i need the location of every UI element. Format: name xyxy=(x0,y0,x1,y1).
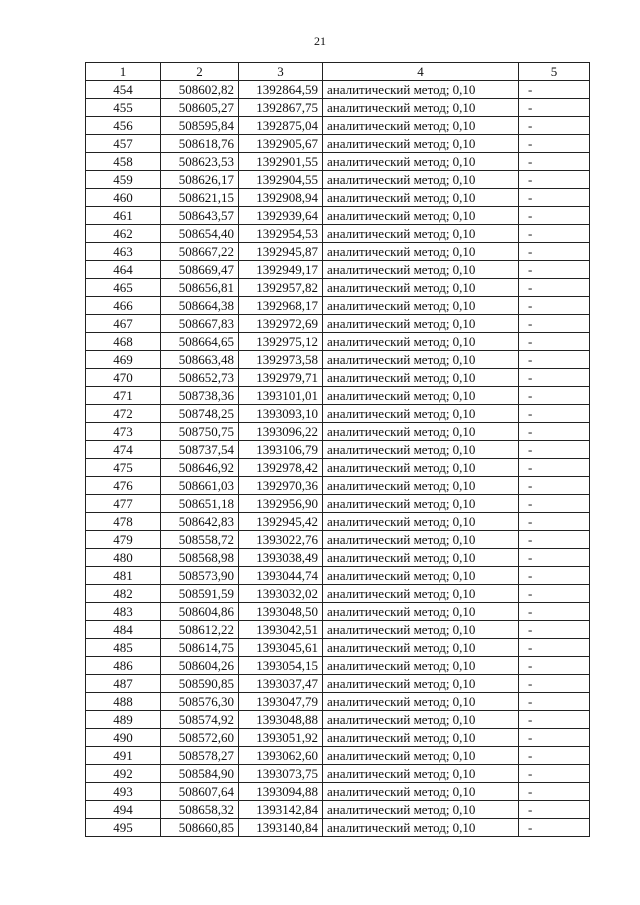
point-number-cell: 456 xyxy=(86,117,161,135)
notes-cell: - xyxy=(519,243,590,261)
x-coordinate-cell: 508654,40 xyxy=(161,225,239,243)
method-cell: аналитический метод; 0,10 xyxy=(323,819,519,837)
point-number-cell: 468 xyxy=(86,333,161,351)
y-coordinate-cell: 1393045,61 xyxy=(239,639,323,657)
point-number-cell: 485 xyxy=(86,639,161,657)
table-row xyxy=(86,369,590,387)
point-number-cell: 459 xyxy=(86,171,161,189)
x-coordinate-cell: 508748,25 xyxy=(161,405,239,423)
x-coordinate-cell: 508652,73 xyxy=(161,369,239,387)
point-number-cell: 475 xyxy=(86,459,161,477)
notes-cell: - xyxy=(519,819,590,837)
y-coordinate-cell: 1392904,55 xyxy=(239,171,323,189)
notes-cell: - xyxy=(519,261,590,279)
table-row xyxy=(86,621,590,639)
y-coordinate-cell: 1392973,58 xyxy=(239,351,323,369)
table-row xyxy=(86,441,590,459)
table-row xyxy=(86,513,590,531)
y-coordinate-cell: 1392954,53 xyxy=(239,225,323,243)
point-number-cell: 482 xyxy=(86,585,161,603)
notes-cell: - xyxy=(519,531,590,549)
table-body xyxy=(86,81,590,837)
notes-cell: - xyxy=(519,639,590,657)
table-row xyxy=(86,99,590,117)
table-row xyxy=(86,315,590,333)
method-cell: аналитический метод; 0,10 xyxy=(323,801,519,819)
point-number-cell: 465 xyxy=(86,279,161,297)
x-coordinate-cell: 508595,84 xyxy=(161,117,239,135)
method-cell: аналитический метод; 0,10 xyxy=(323,117,519,135)
x-coordinate-cell: 508618,76 xyxy=(161,135,239,153)
y-coordinate-cell: 1392867,75 xyxy=(239,99,323,117)
notes-cell: - xyxy=(519,99,590,117)
point-number-cell: 484 xyxy=(86,621,161,639)
point-number-cell: 461 xyxy=(86,207,161,225)
table-row xyxy=(86,117,590,135)
y-coordinate-cell: 1392939,64 xyxy=(239,207,323,225)
x-coordinate-cell: 508621,15 xyxy=(161,189,239,207)
notes-cell: - xyxy=(519,513,590,531)
y-coordinate-cell: 1393022,76 xyxy=(239,531,323,549)
method-cell: аналитический метод; 0,10 xyxy=(323,423,519,441)
method-cell: аналитический метод; 0,10 xyxy=(323,153,519,171)
y-coordinate-cell: 1393106,79 xyxy=(239,441,323,459)
method-cell: аналитический метод; 0,10 xyxy=(323,657,519,675)
method-cell: аналитический метод; 0,10 xyxy=(323,711,519,729)
method-cell: аналитический метод; 0,10 xyxy=(323,207,519,225)
y-coordinate-cell: 1393048,50 xyxy=(239,603,323,621)
method-cell: аналитический метод; 0,10 xyxy=(323,477,519,495)
table-row xyxy=(86,765,590,783)
table-row xyxy=(86,261,590,279)
x-coordinate-cell: 508651,18 xyxy=(161,495,239,513)
y-coordinate-cell: 1393048,88 xyxy=(239,711,323,729)
method-cell: аналитический метод; 0,10 xyxy=(323,747,519,765)
point-number-cell: 477 xyxy=(86,495,161,513)
x-coordinate-cell: 508626,17 xyxy=(161,171,239,189)
table-row xyxy=(86,603,590,621)
y-coordinate-cell: 1393096,22 xyxy=(239,423,323,441)
point-number-cell: 455 xyxy=(86,99,161,117)
table-row xyxy=(86,243,590,261)
method-cell: аналитический метод; 0,10 xyxy=(323,99,519,117)
y-coordinate-cell: 1393073,75 xyxy=(239,765,323,783)
x-coordinate-cell: 508669,47 xyxy=(161,261,239,279)
coordinates-table xyxy=(85,62,590,837)
method-cell: аналитический метод; 0,10 xyxy=(323,315,519,333)
point-number-cell: 479 xyxy=(86,531,161,549)
table-header xyxy=(86,63,590,81)
notes-cell: - xyxy=(519,369,590,387)
notes-cell: - xyxy=(519,171,590,189)
notes-cell: - xyxy=(519,207,590,225)
notes-cell: - xyxy=(519,351,590,369)
x-coordinate-cell: 508605,27 xyxy=(161,99,239,117)
point-number-cell: 488 xyxy=(86,693,161,711)
x-coordinate-cell: 508658,32 xyxy=(161,801,239,819)
x-coordinate-cell: 508656,81 xyxy=(161,279,239,297)
method-cell: аналитический метод; 0,10 xyxy=(323,369,519,387)
y-coordinate-cell: 1393142,84 xyxy=(239,801,323,819)
method-cell: аналитический метод; 0,10 xyxy=(323,765,519,783)
notes-cell: - xyxy=(519,135,590,153)
y-coordinate-cell: 1392979,71 xyxy=(239,369,323,387)
notes-cell: - xyxy=(519,225,590,243)
column-header-point-number: 1 xyxy=(86,63,161,81)
y-coordinate-cell: 1392972,69 xyxy=(239,315,323,333)
y-coordinate-cell: 1392978,42 xyxy=(239,459,323,477)
point-number-cell: 473 xyxy=(86,423,161,441)
notes-cell: - xyxy=(519,459,590,477)
y-coordinate-cell: 1393038,49 xyxy=(239,549,323,567)
y-coordinate-cell: 1393042,51 xyxy=(239,621,323,639)
point-number-cell: 480 xyxy=(86,549,161,567)
table-row xyxy=(86,351,590,369)
notes-cell: - xyxy=(519,603,590,621)
y-coordinate-cell: 1392945,42 xyxy=(239,513,323,531)
notes-cell: - xyxy=(519,567,590,585)
point-number-cell: 478 xyxy=(86,513,161,531)
table-row xyxy=(86,675,590,693)
method-cell: аналитический метод; 0,10 xyxy=(323,549,519,567)
method-cell: аналитический метод; 0,10 xyxy=(323,621,519,639)
y-coordinate-cell: 1393032,02 xyxy=(239,585,323,603)
y-coordinate-cell: 1392945,87 xyxy=(239,243,323,261)
y-coordinate-cell: 1392970,36 xyxy=(239,477,323,495)
x-coordinate-cell: 508602,82 xyxy=(161,81,239,99)
y-coordinate-cell: 1393047,79 xyxy=(239,693,323,711)
point-number-cell: 469 xyxy=(86,351,161,369)
table-row xyxy=(86,423,590,441)
method-cell: аналитический метод; 0,10 xyxy=(323,405,519,423)
notes-cell: - xyxy=(519,117,590,135)
notes-cell: - xyxy=(519,477,590,495)
point-number-cell: 481 xyxy=(86,567,161,585)
table-row xyxy=(86,729,590,747)
x-coordinate-cell: 508576,30 xyxy=(161,693,239,711)
x-coordinate-cell: 508604,26 xyxy=(161,657,239,675)
x-coordinate-cell: 508568,98 xyxy=(161,549,239,567)
point-number-cell: 476 xyxy=(86,477,161,495)
table-row xyxy=(86,189,590,207)
method-cell: аналитический метод; 0,10 xyxy=(323,459,519,477)
table-row xyxy=(86,387,590,405)
x-coordinate-cell: 508642,83 xyxy=(161,513,239,531)
x-coordinate-cell: 508604,86 xyxy=(161,603,239,621)
point-number-cell: 489 xyxy=(86,711,161,729)
point-number-cell: 457 xyxy=(86,135,161,153)
column-header-method: 4 xyxy=(323,63,519,81)
notes-cell: - xyxy=(519,387,590,405)
table-row xyxy=(86,639,590,657)
x-coordinate-cell: 508750,75 xyxy=(161,423,239,441)
notes-cell: - xyxy=(519,405,590,423)
notes-cell: - xyxy=(519,189,590,207)
point-number-cell: 486 xyxy=(86,657,161,675)
point-number-cell: 490 xyxy=(86,729,161,747)
notes-cell: - xyxy=(519,801,590,819)
notes-cell: - xyxy=(519,693,590,711)
x-coordinate-cell: 508584,90 xyxy=(161,765,239,783)
x-coordinate-cell: 508738,36 xyxy=(161,387,239,405)
method-cell: аналитический метод; 0,10 xyxy=(323,333,519,351)
method-cell: аналитический метод; 0,10 xyxy=(323,81,519,99)
notes-cell: - xyxy=(519,729,590,747)
point-number-cell: 466 xyxy=(86,297,161,315)
method-cell: аналитический метод; 0,10 xyxy=(323,495,519,513)
x-coordinate-cell: 508612,22 xyxy=(161,621,239,639)
method-cell: аналитический метод; 0,10 xyxy=(323,225,519,243)
notes-cell: - xyxy=(519,711,590,729)
method-cell: аналитический метод; 0,10 xyxy=(323,387,519,405)
point-number-cell: 467 xyxy=(86,315,161,333)
method-cell: аналитический метод; 0,10 xyxy=(323,675,519,693)
y-coordinate-cell: 1392957,82 xyxy=(239,279,323,297)
notes-cell: - xyxy=(519,423,590,441)
header-row xyxy=(86,63,590,81)
point-number-cell: 487 xyxy=(86,675,161,693)
method-cell: аналитический метод; 0,10 xyxy=(323,639,519,657)
point-number-cell: 494 xyxy=(86,801,161,819)
table-row xyxy=(86,81,590,99)
page-number: 21 xyxy=(314,34,326,48)
method-cell: аналитический метод; 0,10 xyxy=(323,171,519,189)
notes-cell: - xyxy=(519,675,590,693)
y-coordinate-cell: 1393062,60 xyxy=(239,747,323,765)
column-header-notes: 5 xyxy=(519,63,590,81)
point-number-cell: 464 xyxy=(86,261,161,279)
table-row xyxy=(86,171,590,189)
x-coordinate-cell: 508667,22 xyxy=(161,243,239,261)
y-coordinate-cell: 1392864,59 xyxy=(239,81,323,99)
point-number-cell: 471 xyxy=(86,387,161,405)
y-coordinate-cell: 1392901,55 xyxy=(239,153,323,171)
table-row xyxy=(86,225,590,243)
point-number-cell: 483 xyxy=(86,603,161,621)
table-row xyxy=(86,405,590,423)
notes-cell: - xyxy=(519,81,590,99)
table-row xyxy=(86,531,590,549)
y-coordinate-cell: 1393101,01 xyxy=(239,387,323,405)
method-cell: аналитический метод; 0,10 xyxy=(323,513,519,531)
table-row xyxy=(86,477,590,495)
table-row xyxy=(86,801,590,819)
notes-cell: - xyxy=(519,153,590,171)
point-number-cell: 492 xyxy=(86,765,161,783)
y-coordinate-cell: 1393094,88 xyxy=(239,783,323,801)
table-row xyxy=(86,153,590,171)
notes-cell: - xyxy=(519,783,590,801)
method-cell: аналитический метод; 0,10 xyxy=(323,279,519,297)
x-coordinate-cell: 508573,90 xyxy=(161,567,239,585)
method-cell: аналитический метод; 0,10 xyxy=(323,693,519,711)
notes-cell: - xyxy=(519,279,590,297)
table-row xyxy=(86,495,590,513)
y-coordinate-cell: 1392875,04 xyxy=(239,117,323,135)
method-cell: аналитический метод; 0,10 xyxy=(323,297,519,315)
x-coordinate-cell: 508591,59 xyxy=(161,585,239,603)
x-coordinate-cell: 508664,38 xyxy=(161,297,239,315)
y-coordinate-cell: 1393044,74 xyxy=(239,567,323,585)
notes-cell: - xyxy=(519,747,590,765)
x-coordinate-cell: 508663,48 xyxy=(161,351,239,369)
table-row xyxy=(86,747,590,765)
method-cell: аналитический метод; 0,10 xyxy=(323,783,519,801)
notes-cell: - xyxy=(519,765,590,783)
x-coordinate-cell: 508664,65 xyxy=(161,333,239,351)
table-row xyxy=(86,333,590,351)
point-number-cell: 474 xyxy=(86,441,161,459)
point-number-cell: 470 xyxy=(86,369,161,387)
method-cell: аналитический метод; 0,10 xyxy=(323,585,519,603)
x-coordinate-cell: 508572,60 xyxy=(161,729,239,747)
y-coordinate-cell: 1392905,67 xyxy=(239,135,323,153)
x-coordinate-cell: 508578,27 xyxy=(161,747,239,765)
y-coordinate-cell: 1393054,15 xyxy=(239,657,323,675)
x-coordinate-cell: 508558,72 xyxy=(161,531,239,549)
point-number-cell: 491 xyxy=(86,747,161,765)
notes-cell: - xyxy=(519,621,590,639)
x-coordinate-cell: 508737,54 xyxy=(161,441,239,459)
point-number-cell: 460 xyxy=(86,189,161,207)
notes-cell: - xyxy=(519,657,590,675)
notes-cell: - xyxy=(519,549,590,567)
x-coordinate-cell: 508646,92 xyxy=(161,459,239,477)
table-row xyxy=(86,549,590,567)
method-cell: аналитический метод; 0,10 xyxy=(323,729,519,747)
point-number-cell: 462 xyxy=(86,225,161,243)
y-coordinate-cell: 1392975,12 xyxy=(239,333,323,351)
y-coordinate-cell: 1392968,17 xyxy=(239,297,323,315)
y-coordinate-cell: 1393140,84 xyxy=(239,819,323,837)
method-cell: аналитический метод; 0,10 xyxy=(323,441,519,459)
y-coordinate-cell: 1393093,10 xyxy=(239,405,323,423)
x-coordinate-cell: 508667,83 xyxy=(161,315,239,333)
method-cell: аналитический метод; 0,10 xyxy=(323,567,519,585)
point-number-cell: 472 xyxy=(86,405,161,423)
table-row xyxy=(86,819,590,837)
point-number-cell: 495 xyxy=(86,819,161,837)
y-coordinate-cell: 1392956,90 xyxy=(239,495,323,513)
notes-cell: - xyxy=(519,333,590,351)
table-row xyxy=(86,657,590,675)
x-coordinate-cell: 508590,85 xyxy=(161,675,239,693)
x-coordinate-cell: 508614,75 xyxy=(161,639,239,657)
y-coordinate-cell: 1392949,17 xyxy=(239,261,323,279)
table-row xyxy=(86,567,590,585)
table-row xyxy=(86,135,590,153)
x-coordinate-cell: 508574,92 xyxy=(161,711,239,729)
x-coordinate-cell: 508660,85 xyxy=(161,819,239,837)
table-row xyxy=(86,279,590,297)
notes-cell: - xyxy=(519,315,590,333)
table-row xyxy=(86,459,590,477)
point-number-cell: 463 xyxy=(86,243,161,261)
method-cell: аналитический метод; 0,10 xyxy=(323,603,519,621)
notes-cell: - xyxy=(519,441,590,459)
table-row xyxy=(86,783,590,801)
x-coordinate-cell: 508643,57 xyxy=(161,207,239,225)
notes-cell: - xyxy=(519,585,590,603)
notes-cell: - xyxy=(519,297,590,315)
x-coordinate-cell: 508607,64 xyxy=(161,783,239,801)
column-header-y: 3 xyxy=(239,63,323,81)
point-number-cell: 454 xyxy=(86,81,161,99)
column-header-x: 2 xyxy=(161,63,239,81)
notes-cell: - xyxy=(519,495,590,513)
method-cell: аналитический метод; 0,10 xyxy=(323,531,519,549)
y-coordinate-cell: 1393051,92 xyxy=(239,729,323,747)
method-cell: аналитический метод; 0,10 xyxy=(323,243,519,261)
point-number-cell: 458 xyxy=(86,153,161,171)
method-cell: аналитический метод; 0,10 xyxy=(323,135,519,153)
table-row xyxy=(86,585,590,603)
y-coordinate-cell: 1393037,47 xyxy=(239,675,323,693)
y-coordinate-cell: 1392908,94 xyxy=(239,189,323,207)
method-cell: аналитический метод; 0,10 xyxy=(323,261,519,279)
point-number-cell: 493 xyxy=(86,783,161,801)
table-row xyxy=(86,297,590,315)
method-cell: аналитический метод; 0,10 xyxy=(323,189,519,207)
table-row xyxy=(86,207,590,225)
method-cell: аналитический метод; 0,10 xyxy=(323,351,519,369)
table-row xyxy=(86,693,590,711)
table-row xyxy=(86,711,590,729)
x-coordinate-cell: 508661,03 xyxy=(161,477,239,495)
x-coordinate-cell: 508623,53 xyxy=(161,153,239,171)
